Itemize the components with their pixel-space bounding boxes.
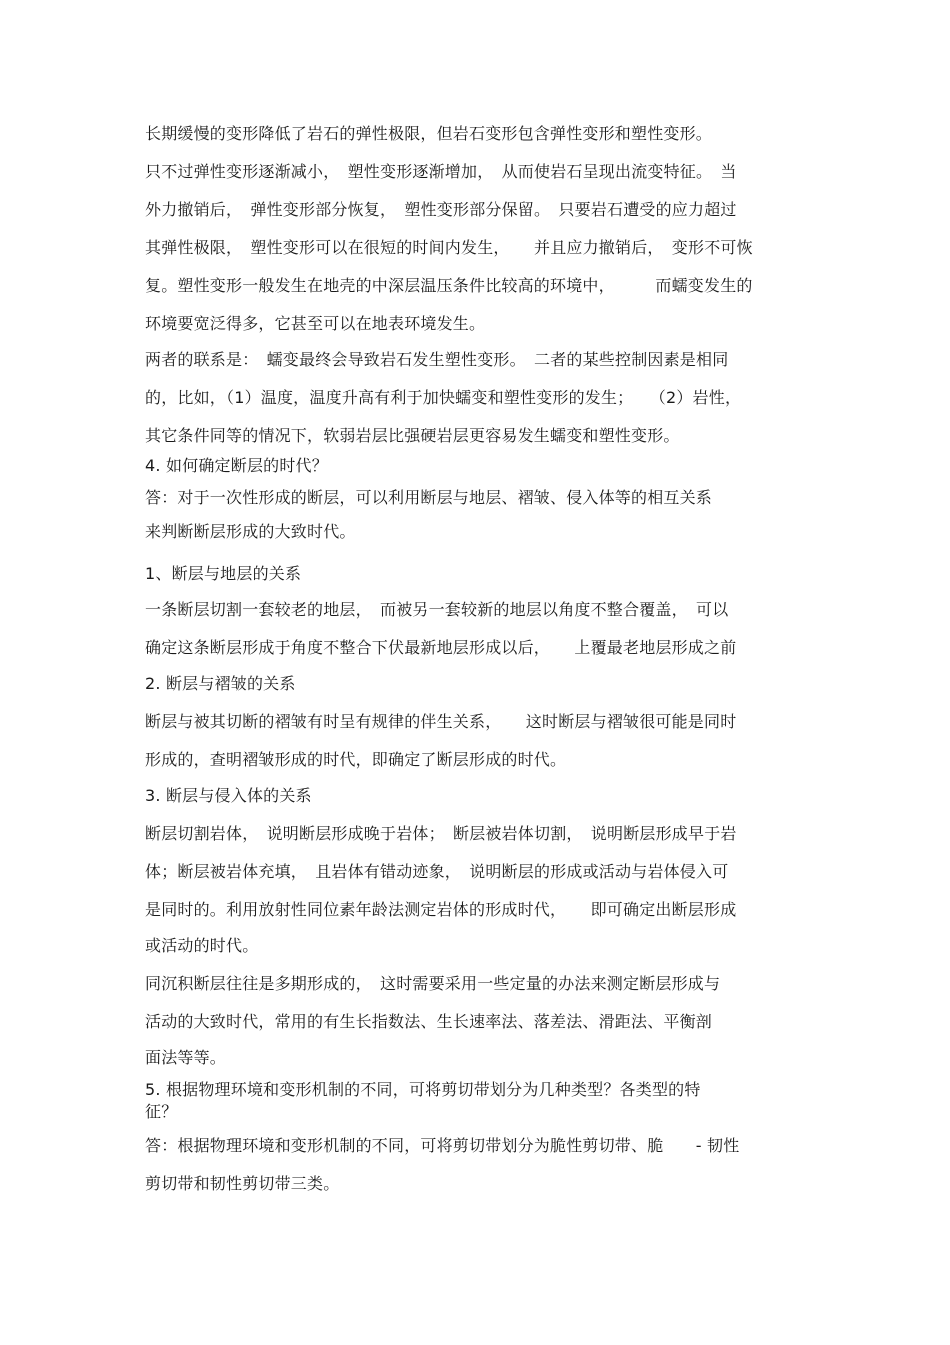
subheading-3: 3. 断层与侵入体的关系 xyxy=(145,786,312,805)
question-heading-5: 5. 根据物理环境和变形机制的不同，可将剪切带划分为几种类型？各类型的特 xyxy=(145,1080,701,1099)
paragraph-line-9: 其它条件同等的情况下，软弱岩层比强硬岩层更容易发生蠕变和塑性变形。 xyxy=(145,426,680,445)
answer-line-1: 答：对于一次性形成的断层，可以利用断层与地层、褶皱、侵入体等的相互关系 xyxy=(145,488,713,507)
paragraph-line-6: 环境要宽泛得多，它甚至可以在地表环境发生。 xyxy=(145,314,486,333)
paragraph-line-11: 确定这条断层形成于角度不整合下伏最新地层形成以后， 上覆最老地层形成之前 xyxy=(145,638,737,657)
question-heading-4: 4. 如何确定断层的时代？ xyxy=(145,456,328,475)
paragraph-line-13: 形成的，查明褶皱形成的时代，即确定了断层形成的时代。 xyxy=(145,750,567,769)
subheading-2: 2. 断层与褶皱的关系 xyxy=(145,674,296,693)
answer-line-3: 答：根据物理环境和变形机制的不同，可将剪切带划分为脆性剪切带、脆 - 韧性 xyxy=(145,1136,740,1155)
paragraph-line-18: 同沉积断层往往是多期形成的， 这时需要采用一些定量的办法来测定断层形成与 xyxy=(145,974,721,993)
answer-line-2: 来判断断层形成的大致时代。 xyxy=(145,522,356,541)
paragraph-line-2: 只不过弹性变形逐渐减小， 塑性变形逐渐增加， 从而使岩石呈现出流变特征。 当 xyxy=(145,162,737,181)
paragraph-line-8: 的，比如，（1）温度，温度升高有利于加快蠕变和塑性变形的发生； （2）岩性， xyxy=(145,388,742,407)
paragraph-line-17: 或活动的时代。 xyxy=(145,936,259,955)
paragraph-line-5: 复。塑性变形一般发生在地壳的中深层温压条件比较高的环境中， 而蠕变发生的 xyxy=(145,276,753,295)
paragraph-line-10: 一条断层切割一套较老的地层， 而被另一套较新的地层以角度不整合覆盖， 可以 xyxy=(145,600,729,619)
paragraph-line-16: 是同时的。利用放射性同位素年龄法测定岩体的形成时代， 即可确定出断层形成 xyxy=(145,900,737,919)
paragraph-line-15: 体；断层被岩体充填， 且岩体有错动迹象， 说明断层的形成或活动与岩体侵入可 xyxy=(145,862,729,881)
paragraph-line-20: 面法等等。 xyxy=(145,1048,227,1067)
paragraph-line-1: 长期缓慢的变形降低了岩石的弹性极限，但岩石变形包含弹性变形和塑性变形。 xyxy=(145,124,713,143)
paragraph-line-19: 活动的大致时代，常用的有生长指数法、生长速率法、落差法、滑距法、平衡剖 xyxy=(145,1012,713,1031)
paragraph-line-7: 两者的联系是： 蠕变最终会导致岩石发生塑性变形。 二者的某些控制因素是相同 xyxy=(145,350,729,369)
paragraph-line-14: 断层切割岩体， 说明断层形成晚于岩体； 断层被岩体切割， 说明断层形成早于岩 xyxy=(145,824,737,843)
paragraph-line-3: 外力撤销后， 弹性变形部分恢复， 塑性变形部分保留。 只要岩石遭受的应力超过 xyxy=(145,200,737,219)
paragraph-line-4: 其弹性极限， 塑性变形可以在很短的时间内发生， 并且应力撤销后， 变形不可恢 xyxy=(145,238,753,257)
subheading-1: 1、断层与地层的关系 xyxy=(145,564,302,583)
question-heading-5-cont: 征？ xyxy=(145,1102,178,1121)
answer-line-4: 剪切带和韧性剪切带三类。 xyxy=(145,1174,340,1193)
paragraph-line-12: 断层与被其切断的褶皱有时呈有规律的伴生关系， 这时断层与褶皱很可能是同时 xyxy=(145,712,737,731)
